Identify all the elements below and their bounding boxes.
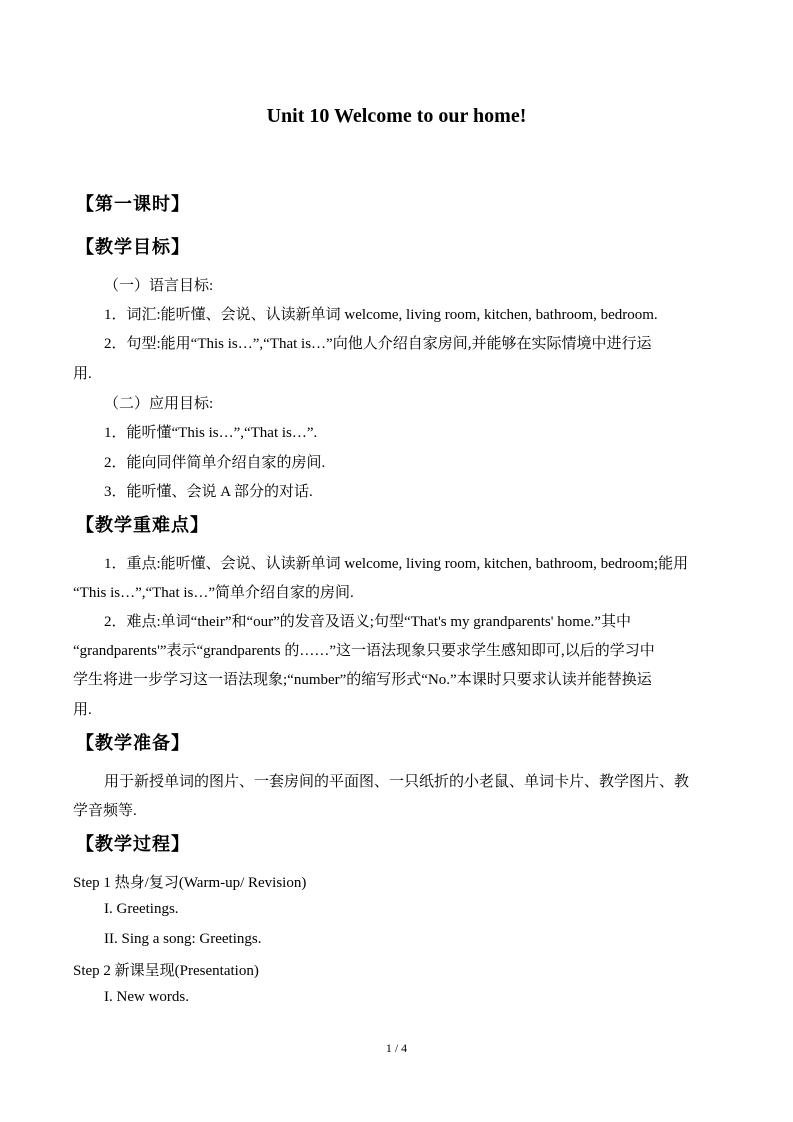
- keypoint-1: 1．重点:能听懂、会说、认读新单词 welcome, living room, kitchen, bathroom, bedroom;能用: [104, 556, 689, 572]
- prep-line-2: 学音频等.: [73, 803, 137, 819]
- process-step-1: Step 1 热身/复习(Warm-up/ Revision): [73, 875, 307, 891]
- process-step-1-item-1: I. Greetings.: [104, 901, 179, 917]
- page-number: 1 / 4: [385, 1041, 408, 1055]
- keypoint-2-cont-1: “grandparents'”表示“grandparents 的……”这一语法现象只要求学生感知即可,以后的学习中: [73, 643, 655, 659]
- section-heading-keypoints: 【教学重难点】: [76, 515, 209, 536]
- section-heading-process: 【教学过程】: [76, 834, 190, 855]
- document-title: Unit 10 Welcome to our home!: [266, 105, 527, 127]
- section-heading-lesson: 【第一课时】: [76, 194, 190, 215]
- section-heading-prep: 【教学准备】: [76, 733, 190, 754]
- goals-language-item-1: 1．词汇:能听懂、会说、认读新单词 welcome, living room, kitchen, bathroom, bedroom.: [104, 307, 658, 323]
- process-step-2-item-1: I. New words.: [104, 989, 189, 1005]
- goals-language-item-2: 2．句型:能用“This is…”,“That is…”向他人介绍自家房间,并能够在实际情境中进行运: [104, 336, 652, 352]
- keypoint-2-cont-3: 用.: [73, 702, 92, 718]
- keypoint-2-cont-2: 学生将进一步学习这一语法现象;“number”的缩写形式“No.”本课时只要求认读并能替换运: [73, 672, 652, 688]
- process-step-2: Step 2 新课呈现(Presentation): [73, 963, 259, 979]
- keypoint-1-cont: “This is…”,“That is…”简单介绍自家的房间.: [73, 585, 354, 601]
- goals-application-item-2: 2．能向同伴简单介绍自家的房间.: [104, 455, 326, 471]
- keypoint-2: 2．难点:单词“their”和“our”的发音及语义;句型“That's my grandparents' home.”其中: [104, 614, 631, 630]
- goals-language-item-2-cont: 用.: [73, 366, 92, 382]
- goals-language-heading: （一）语言目标:: [104, 278, 214, 294]
- process-step-1-item-2: II. Sing a song: Greetings.: [104, 931, 262, 947]
- section-heading-goals: 【教学目标】: [76, 237, 190, 258]
- goals-application-item-3: 3．能听懂、会说 A 部分的对话.: [104, 484, 313, 500]
- goals-application-item-1: 1．能听懂“This is…”,“That is…”.: [104, 425, 318, 441]
- prep-line-1: 用于新授单词的图片、一套房间的平面图、一只纸折的小老鼠、单词卡片、教学图片、教: [104, 774, 690, 790]
- goals-application-heading: （二）应用目标:: [104, 396, 214, 412]
